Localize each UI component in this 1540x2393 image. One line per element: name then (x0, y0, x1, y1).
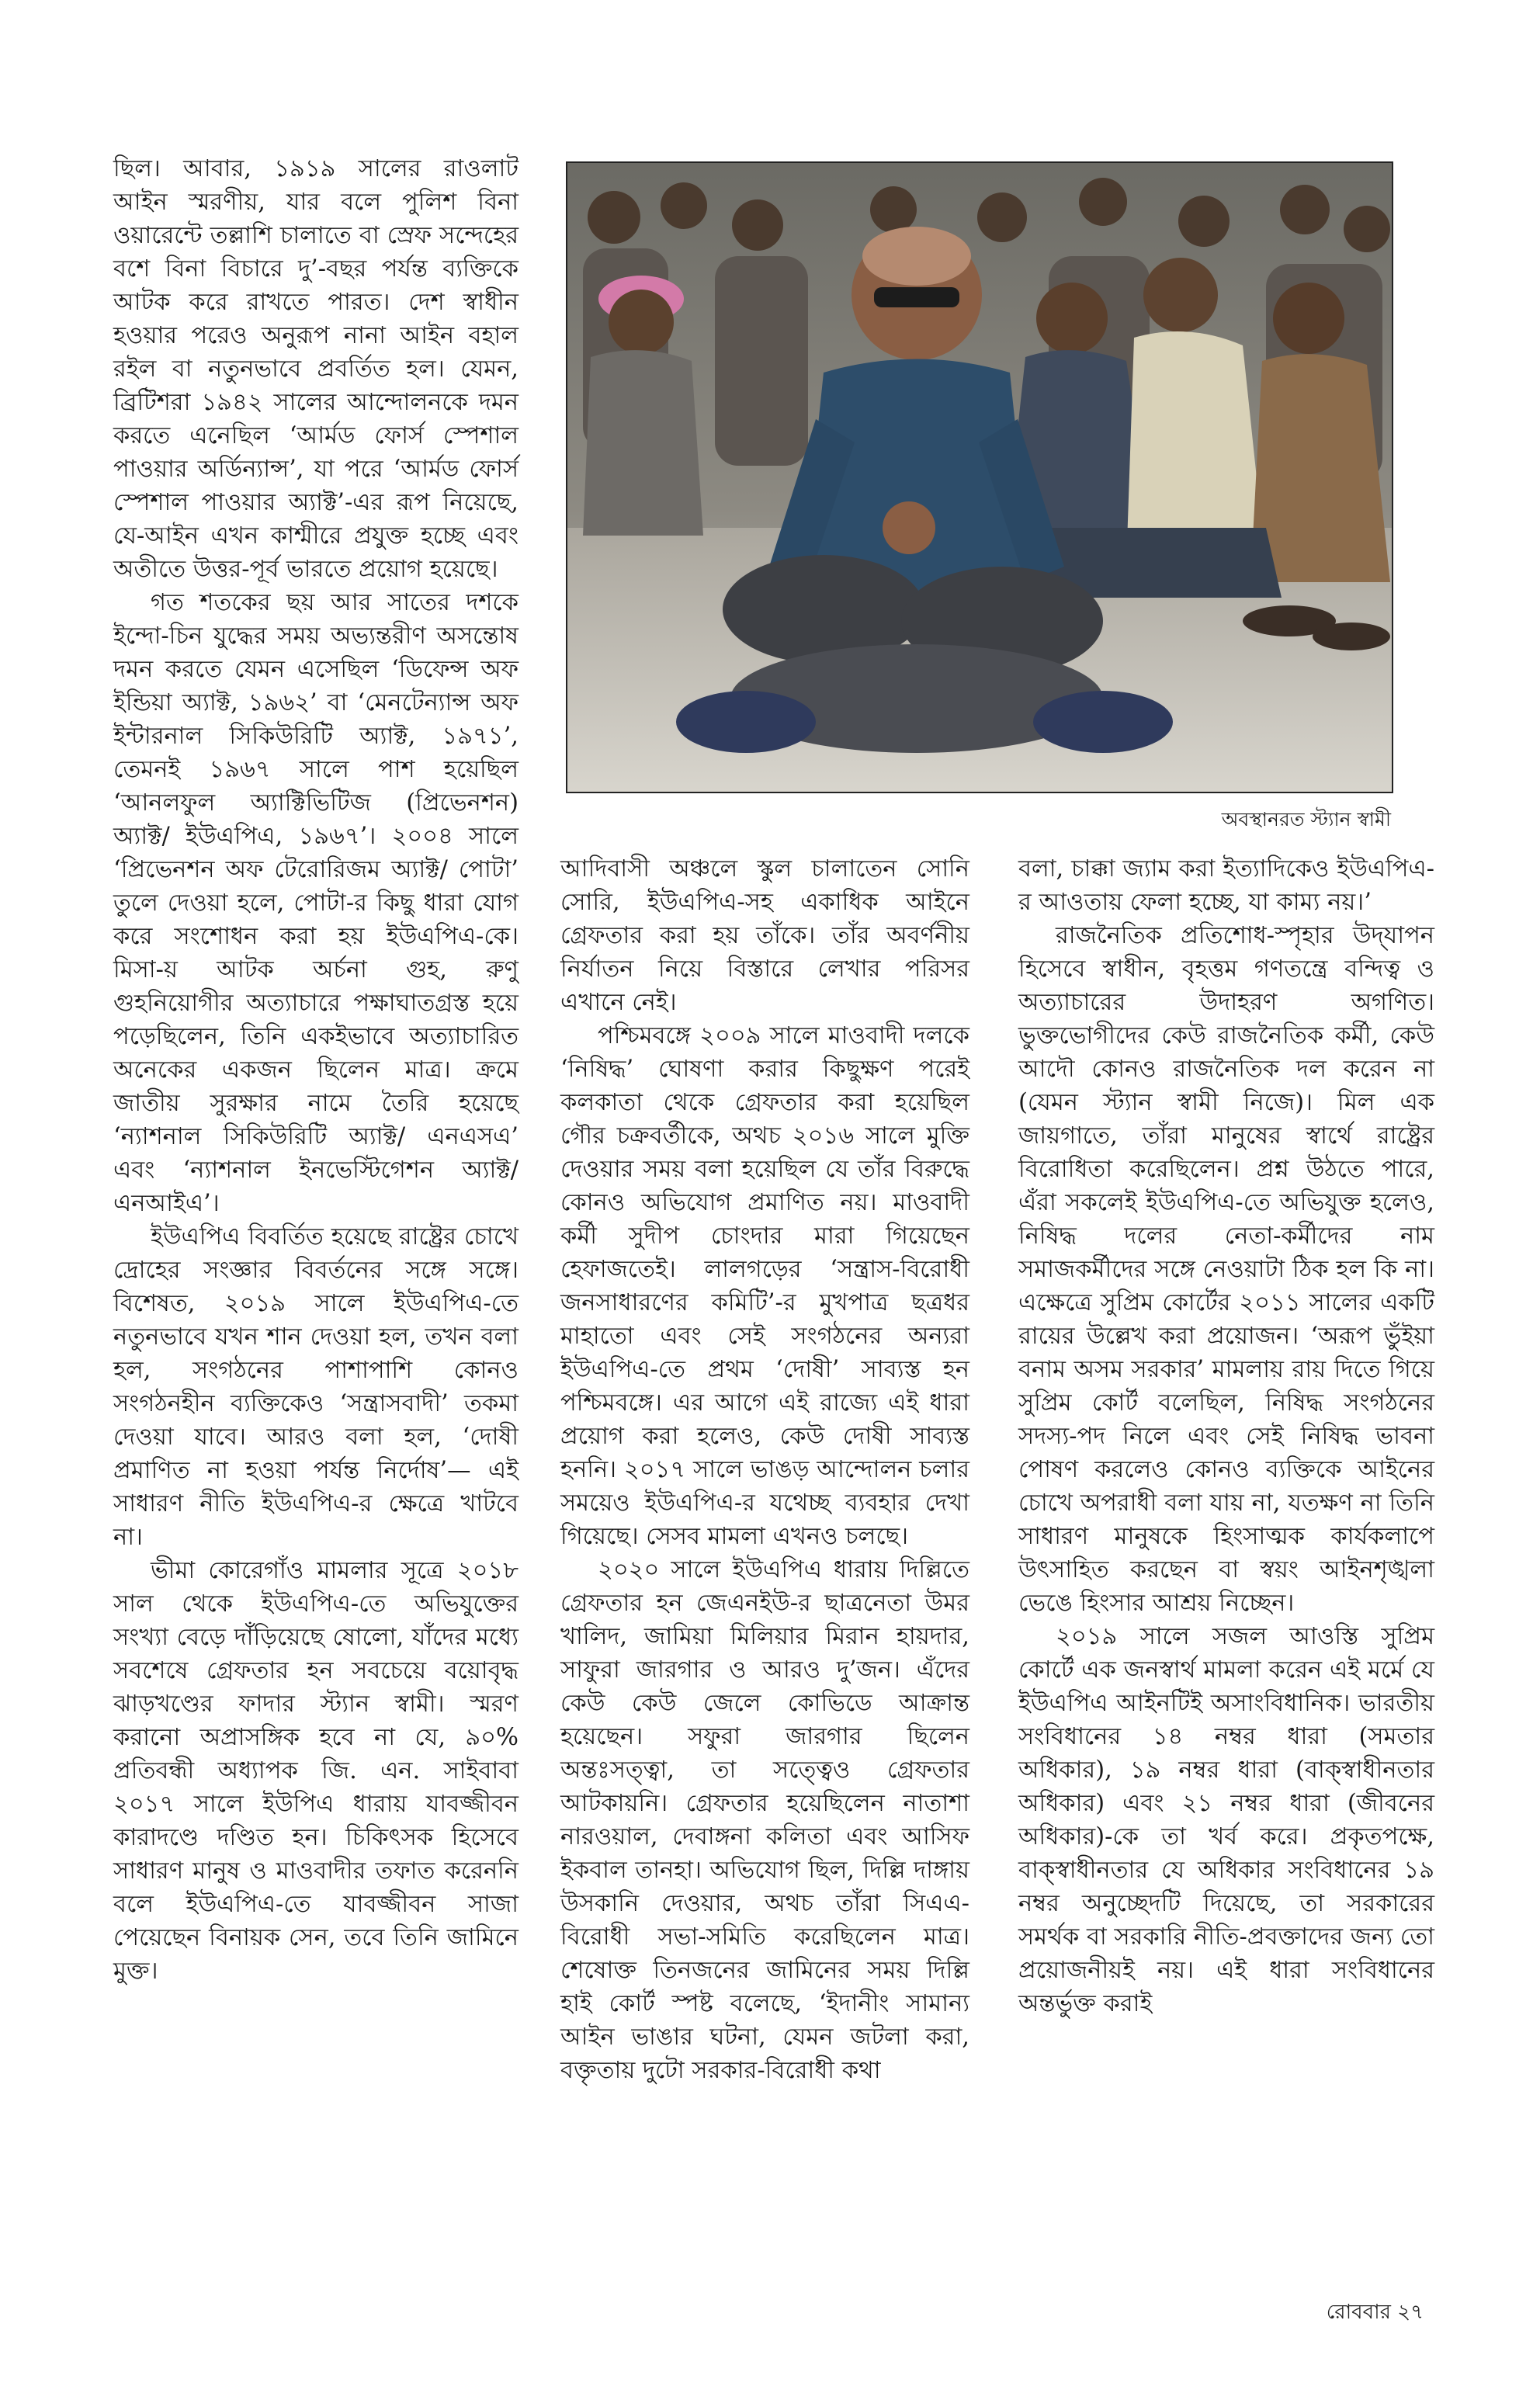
paragraph: ২০২০ সালে ইউএপিএ ধারায় দিল্লিতে গ্রেফতার হন জেএনইউ-র ছাত্রনেতা উমর খালিদ, জামিয়া মিলিয়ার মিরান হায়দার, সাফুরা জারগার ও আরও দু’জন। এঁদের কেউ কেউ জেলে কোভিডে আক্রান্ত হয়েছেন। সফুরা জারগার ছিলেন অন্তঃসত্ত্বা, তা সত্ত্বেও গ্রেফতার আটকায়নি। গ্রেফতার হয়েছিলেন নাতাশা নারওয়াল, দেবাঙ্গনা কলিতা এবং আসিফ ইকবাল তানহা। অভিযোগ ছিল, দিল্লি দাঙ্গায় উসকানি দেওয়ার, অথচ তাঁরা সিএএ-বিরোধী সভা-সমিতি করেছিলেন মাত্র। শেষোক্ত তিনজনের জামিনের সময় দিল্লি হাই কোর্ট স্পষ্ট বলেছে, ‘ইদানীং সামান্য আইন ভাঙার ঘটনা, যেমন জটলা করা, বক্তৃতায় দুটো সরকার-বিরোধী কথা (560, 1556, 969, 2084)
news-photo (566, 161, 1393, 793)
article-column-1 (113, 152, 519, 1988)
article-column-3 (1018, 852, 1434, 2020)
paragraph: গত শতকের ছয় আর সাতের দশকে ইন্দো-চিন যুদ্ধের সময় অভ্যন্তরীণ অসন্তোষ দমন করতে যেমন এসেছিল ‘ডিফেন্স অফ ইন্ডিয়া অ্যাক্ট, ১৯৬২’ বা ‘মেনটেন্যান্স অফ ইন্টারনাল সিকিউরিটি অ্যাক্ট, ১৯৭১’, তেমনই ১৯৬৭ সালে পাশ হয়েছিল ‘আনলফুল অ্যাক্টিভিটিজ (প্রিভেনশন) অ্যাক্ট/ ইউএপিএ, ১৯৬৭’। ২০০৪ সালে ‘প্রিভেনশন অফ টেরোরিজম অ্যাক্ট/ পোটা’ তুলে দেওয়া হলে, পোটা-র কিছু ধারা যোগ করে সংশোধন করা হয় ইউএপিএ-কে। মিসা-য় আটক অর্চনা গুহ, রুণু গুহনিয়োগীর অত্যাচারে পক্ষাঘাতগ্রস্ত হয়ে পড়েছিলেন, তিনি একইভাবে অত্যাচারিত অনেকের একজন ছিলেন মাত্র। ক্রমে জাতীয় সুরক্ষার নামে তৈরি হয়েছে ‘ন্যাশনাল সিকিউরিটি অ্যাক্ট/ এনএসএ’ এবং ‘ন্যাশনাল ইনভেস্টিগেশন অ্যাক্ট/ এনআইএ’। (113, 589, 519, 1217)
paragraph: ছিল। আবার, ১৯১৯ সালের রাওলাট আইন স্মরণীয়, যার বলে পুলিশ বিনা ওয়ারেন্টে তল্লাশি চালাতে বা স্রেফ সন্দেহের বশে বিনা বিচারে দু’-বছর পর্যন্ত ব্যক্তিকে আটক করে রাখতে পারত। দেশ স্বাধীন হওয়ার পরেও অনুরূপ নানা আইন বহাল রইল বা নতুনভাবে প্রবর্তিত হল। যেমন, ব্রিটিশরা ১৯৪২ সালের আন্দোলনকে দমন করতে এনেছিল ‘আর্মড ফোর্স স্পেশাল পাওয়ার অর্ডিন্যান্স’, যা পরে ‘আর্মড ফোর্স স্পেশাল পাওয়ার অ্যাক্ট’-এর রূপ নিয়েছে, যে-আইন এখন কাশ্মীরে প্রযুক্ত হচ্ছে এবং অতীতে উত্তর-পূর্ব ভারতে প্রয়োগ হয়েছে। (113, 155, 519, 583)
paragraph: আদিবাসী অঞ্চলে স্কুল চালাতেন সোনি সোরি, ইউএপিএ-সহ একাধিক আইনে গ্রেফতার করা হয় তাঁকে। তাঁর অবর্ণনীয় নির্যাতন নিয়ে বিস্তারে লেখার পরিসর এখানে নেই। (560, 855, 969, 1016)
paragraph: বলা, চাক্কা জ্যাম করা ইত্যাদিকেও ইউএপিএ-র আওতায় ফেলা হচ্ছে, যা কাম্য নয়।’ (1018, 855, 1434, 916)
paragraph: ইউএপিএ বিবর্তিত হয়েছে রাষ্ট্রের চোখে দ্রোহের সংজ্ঞার বিবর্তনের সঙ্গে সঙ্গে। বিশেষত, ২০১৯ সালে ইউএপিএ-তে নতুনভাবে যখন শান দেওয়া হল, তখন বলা হল, সংগঠনের পাশাপাশি কোনও সংগঠনহীন ব্যক্তিকেও ‘সন্ত্রাসবাদী’ তকমা দেওয়া যাবে। আরও বলা হল, ‘দোষী প্রমাণিত না হওয়া পর্যন্ত নির্দোষ’— এই সাধারণ নীতি ইউএপিএ-র ক্ষেত্রে খাটবে না। (113, 1223, 519, 1551)
photo-caption: অবস্থানরত স্ট্যান স্বামী (1221, 808, 1391, 831)
article-column-2 (560, 852, 969, 2087)
paragraph: রাজনৈতিক প্রতিশোধ-স্পৃহার উদ্‌যাপন হিসেবে স্বাধীন, বৃহত্তম গণতন্ত্রে বন্দিত্ব ও অত্যাচারের উদাহরণ অগণিত। ভুক্তভোগীদের কেউ রাজনৈতিক কর্মী, কেউ আদৌ কোনও রাজনৈতিক দল করেন না (যেমন স্ট্যান স্বামী নিজে)। মিল এক জায়গাতে, তাঁরা মানুষের স্বার্থে রাষ্ট্রের বিরোধিতা করেছিলেন। প্রশ্ন উঠতে পারে, এঁরা সকলেই ইউএপিএ-তে অভিযুক্ত হলেও, নিষিদ্ধ দলের নেতা-কর্মীদের নাম সমাজকর্মীদের সঙ্গে নেওয়াটা ঠিক হল কি না। এক্ষেত্রে সুপ্রিম কোর্টের ২০১১ সালের একটি রায়ের উল্লেখ করা প্রয়োজন। ‘অরূপ ভুঁইয়া বনাম অসম সরকার’ মামলায় রায় দিতে গিয়ে সুপ্রিম কোর্ট বলেছিল, নিষিদ্ধ সংগঠনের সদস্য-পদ নিলে এবং সেই নিষিদ্ধ ভাবনা পোষণ করলেও কোনও ব্যক্তিকে আইনের চোখে অপরাধী বলা যায় না, যতক্ষণ না তিনি সাধারণ মানুষকে হিংসাত্মক কার্যকলাপে উৎসাহিত করছেন বা স্বয়ং আইনশৃঙ্খলা ভেঙে হিংসার আশ্রয় নিচ্ছেন। (1018, 922, 1434, 1617)
page-footer-label: রোববার ২৭ (1326, 2301, 1424, 2324)
photo-illustration (567, 163, 1392, 792)
paragraph: ভীমা কোরেগাঁও মামলার সূত্রে ২০১৮ সাল থেকে ইউএপিএ-তে অভিযুক্তের সংখ্যা বেড়ে দাঁড়িয়েছে ষোলো, যাঁদের মধ্যে সবশেষে গ্রেফতার হন সবচেয়ে বয়োবৃদ্ধ ঝাড়খণ্ডের ফাদার স্ট্যান স্বামী। স্মরণ করানো অপ্রাসঙ্গিক হবে না যে, ৯০% প্রতিবন্ধী অধ্যাপক জি. এন. সাইবাবা ২০১৭ সালে ইউপিএ ধারায় যাবজ্জীবন কারাদণ্ডে দণ্ডিত হন। চিকিৎসক হিসেবে সাধারণ মানুষ ও মাওবাদীর তফাত করেননি বলে ইউএপিএ-তে যাবজ্জীবন সাজা পেয়েছেন বিনায়ক সেন, তবে তিনি জামিনে মুক্ত। (113, 1557, 519, 1985)
paragraph: ২০১৯ সালে সজল আওস্তি সুপ্রিম কোর্টে এক জনস্বার্থ মামলা করেন এই মর্মে যে ইউএপিএ আইনটিই অসাংবিধানিক। ভারতীয় সংবিধানের ১৪ নম্বর ধারা (সমতার অধিকার), ১৯ নম্বর ধারা (বাক্‌স্বাধীনতার অধিকার) এবং ২১ নম্বর ধারা (জীবনের অধিকার)-কে তা খর্ব করে। প্রকৃতপক্ষে, বাক্‌স্বাধীনতার যে অধিকার সংবিধানের ১৯ নম্বর অনুচ্ছেদটি দিয়েছে, তা সরকারের সমর্থক বা সরকারি নীতি-প্রবক্তাদের জন্য তো প্রয়োজনীয়ই নয়। এই ধারা সংবিধানের অন্তর্ভুক্ত করাই (1018, 1623, 1434, 2017)
paragraph: পশ্চিমবঙ্গে ২০০৯ সালে মাওবাদী দলকে ‘নিষিদ্ধ’ ঘোষণা করার কিছুক্ষণ পরেই কলকাতা থেকে গ্রেফতার করা হয়েছিল গৌর চক্রবর্তীকে, অথচ ২০১৬ সালে মুক্তি দেওয়ার সময় বলা হয়েছিল যে তাঁর বিরুদ্ধে কোনও অভিযোগ প্রমাণিত নয়। মাওবাদী কর্মী সুদীপ চোংদার মারা গিয়েছেন হেফাজতেই। লালগড়ের ‘সন্ত্রাস-বিরোধী জনসাধারণের কমিটি’-র মুখপাত্র ছত্রধর মাহাতো এবং সেই সংগঠনের অন্যরা ইউএপিএ-তে প্রথম ‘দোষী’ সাব্যস্ত হন পশ্চিমবঙ্গে। এর আগে এই রাজ্যে এই ধারা প্রয়োগ করা হলেও, কেউ দোষী সাব্যস্ত হননি। ২০১৭ সালে ভাঙড় আন্দোলন চলার সময়েও ইউএপিএ-র যথেচ্ছ ব্যবহার দেখা গিয়েছে। সেসব মামলা এখনও চলছে। (560, 1022, 969, 1550)
